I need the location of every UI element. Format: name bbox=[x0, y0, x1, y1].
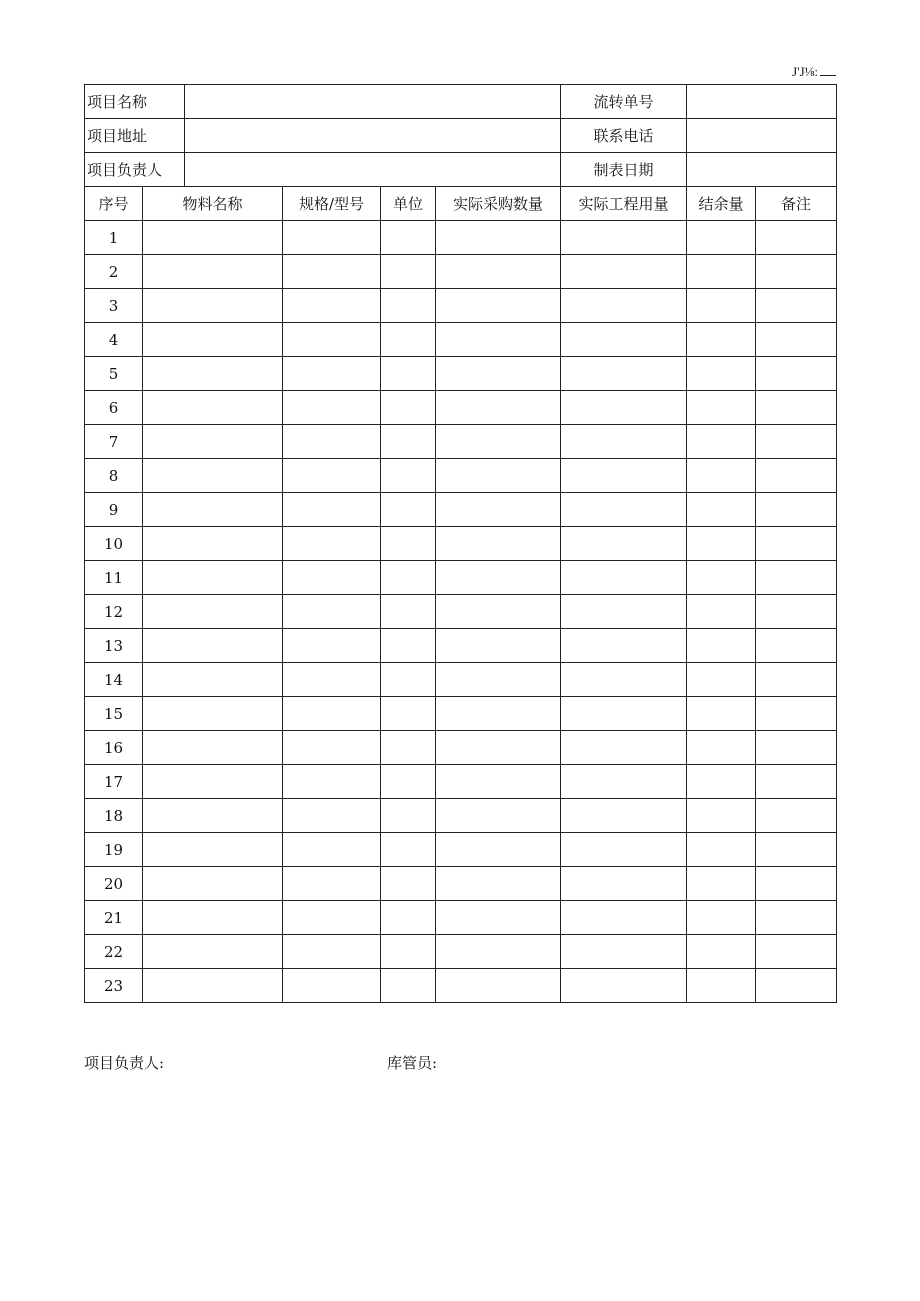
row-number: 22 bbox=[85, 935, 143, 969]
row-number: 19 bbox=[85, 833, 143, 867]
table-row bbox=[85, 765, 837, 799]
table-row bbox=[85, 901, 837, 935]
table-cell[interactable] bbox=[381, 799, 436, 833]
column-header: 备注 bbox=[756, 187, 837, 221]
table-cell[interactable] bbox=[143, 731, 283, 765]
table-cell[interactable] bbox=[143, 867, 283, 901]
table-cell[interactable] bbox=[381, 459, 436, 493]
info-value-field[interactable] bbox=[185, 153, 561, 187]
table-cell[interactable] bbox=[687, 493, 756, 527]
info-value-field[interactable] bbox=[687, 119, 837, 153]
table-cell[interactable] bbox=[756, 391, 837, 425]
table-cell[interactable] bbox=[436, 493, 561, 527]
table-cell[interactable] bbox=[381, 425, 436, 459]
table-cell[interactable] bbox=[143, 901, 283, 935]
table-cell[interactable] bbox=[687, 391, 756, 425]
info-label: 联系电话 bbox=[561, 119, 687, 153]
info-value-field[interactable] bbox=[185, 85, 561, 119]
table-cell[interactable] bbox=[381, 935, 436, 969]
table-cell[interactable] bbox=[756, 323, 837, 357]
table-cell[interactable] bbox=[436, 391, 561, 425]
table-cell[interactable] bbox=[381, 493, 436, 527]
table-cell[interactable] bbox=[756, 935, 837, 969]
table-cell[interactable] bbox=[143, 289, 283, 323]
table-cell[interactable] bbox=[143, 697, 283, 731]
table-cell[interactable] bbox=[381, 595, 436, 629]
info-row bbox=[85, 153, 837, 187]
table-cell[interactable] bbox=[687, 425, 756, 459]
table-cell[interactable] bbox=[561, 255, 687, 289]
info-label: 项目负责人 bbox=[85, 153, 185, 187]
table-cell[interactable] bbox=[561, 731, 687, 765]
table-row bbox=[85, 527, 837, 561]
table-cell[interactable] bbox=[561, 799, 687, 833]
table-cell[interactable] bbox=[687, 833, 756, 867]
row-number: 5 bbox=[85, 357, 143, 391]
table-cell[interactable] bbox=[436, 969, 561, 1003]
column-header: 规格/型号 bbox=[283, 187, 381, 221]
table-cell[interactable] bbox=[381, 969, 436, 1003]
info-row bbox=[85, 119, 837, 153]
row-number: 10 bbox=[85, 527, 143, 561]
column-header: 物料名称 bbox=[143, 187, 283, 221]
table-cell[interactable] bbox=[143, 527, 283, 561]
form-number-note bbox=[770, 64, 836, 80]
table-cell[interactable] bbox=[561, 697, 687, 731]
table-cell[interactable] bbox=[143, 561, 283, 595]
info-value-field[interactable] bbox=[687, 85, 837, 119]
table-cell[interactable] bbox=[756, 765, 837, 799]
table-cell[interactable] bbox=[436, 255, 561, 289]
table-cell[interactable] bbox=[381, 391, 436, 425]
table-row bbox=[85, 867, 837, 901]
form-number-label: J'J⅛: bbox=[792, 64, 818, 79]
table-cell[interactable] bbox=[436, 935, 561, 969]
column-header-row bbox=[85, 187, 837, 221]
table-cell[interactable] bbox=[561, 969, 687, 1003]
table-cell[interactable] bbox=[687, 901, 756, 935]
table-cell[interactable] bbox=[283, 969, 381, 1003]
table-cell[interactable] bbox=[436, 799, 561, 833]
table-cell[interactable] bbox=[436, 901, 561, 935]
table-cell[interactable] bbox=[143, 935, 283, 969]
table-cell[interactable] bbox=[561, 493, 687, 527]
info-row bbox=[85, 85, 837, 119]
table-cell[interactable] bbox=[756, 425, 837, 459]
table-cell[interactable] bbox=[143, 765, 283, 799]
table-row bbox=[85, 459, 837, 493]
column-header: 实际采购数量 bbox=[436, 187, 561, 221]
table-cell[interactable] bbox=[143, 357, 283, 391]
table-cell[interactable] bbox=[687, 595, 756, 629]
table-row bbox=[85, 697, 837, 731]
table-row bbox=[85, 799, 837, 833]
table-cell[interactable] bbox=[143, 391, 283, 425]
table-cell[interactable] bbox=[756, 357, 837, 391]
table-cell[interactable] bbox=[283, 629, 381, 663]
table-cell[interactable] bbox=[687, 561, 756, 595]
info-label: 项目地址 bbox=[85, 119, 185, 153]
table-cell[interactable] bbox=[283, 663, 381, 697]
column-header: 单位 bbox=[381, 187, 436, 221]
table-cell[interactable] bbox=[436, 289, 561, 323]
table-cell[interactable] bbox=[561, 867, 687, 901]
table-cell[interactable] bbox=[283, 459, 381, 493]
table-cell[interactable] bbox=[756, 289, 837, 323]
table-cell[interactable] bbox=[436, 357, 561, 391]
table-cell[interactable] bbox=[283, 731, 381, 765]
table-row bbox=[85, 255, 837, 289]
table-cell[interactable] bbox=[687, 289, 756, 323]
table-cell[interactable] bbox=[756, 629, 837, 663]
info-label: 项目名称 bbox=[85, 85, 185, 119]
table-cell[interactable] bbox=[283, 901, 381, 935]
table-cell[interactable] bbox=[561, 391, 687, 425]
row-number: 9 bbox=[85, 493, 143, 527]
table-cell[interactable] bbox=[436, 527, 561, 561]
table-cell[interactable] bbox=[756, 969, 837, 1003]
table-cell[interactable] bbox=[687, 357, 756, 391]
table-cell[interactable] bbox=[756, 561, 837, 595]
table-cell[interactable] bbox=[561, 323, 687, 357]
row-number: 6 bbox=[85, 391, 143, 425]
table-row bbox=[85, 969, 837, 1003]
table-cell[interactable] bbox=[687, 969, 756, 1003]
info-value-field[interactable] bbox=[687, 153, 837, 187]
table-cell[interactable] bbox=[381, 255, 436, 289]
table-cell[interactable] bbox=[756, 527, 837, 561]
table-cell[interactable] bbox=[561, 221, 687, 255]
table-cell[interactable] bbox=[756, 867, 837, 901]
table-cell[interactable] bbox=[283, 697, 381, 731]
table-cell[interactable] bbox=[561, 901, 687, 935]
table-cell[interactable] bbox=[561, 357, 687, 391]
table-cell[interactable] bbox=[687, 629, 756, 663]
row-number: 18 bbox=[85, 799, 143, 833]
row-number: 3 bbox=[85, 289, 143, 323]
table-cell[interactable] bbox=[283, 867, 381, 901]
table-cell[interactable] bbox=[143, 799, 283, 833]
table-cell[interactable] bbox=[561, 595, 687, 629]
table-cell[interactable] bbox=[756, 901, 837, 935]
row-number: 23 bbox=[85, 969, 143, 1003]
table-cell[interactable] bbox=[143, 629, 283, 663]
table-cell[interactable] bbox=[436, 425, 561, 459]
table-cell[interactable] bbox=[687, 867, 756, 901]
table-cell[interactable] bbox=[436, 765, 561, 799]
table-cell[interactable] bbox=[143, 595, 283, 629]
table-cell[interactable] bbox=[756, 663, 837, 697]
table-cell[interactable] bbox=[436, 459, 561, 493]
row-number: 12 bbox=[85, 595, 143, 629]
table-cell[interactable] bbox=[687, 697, 756, 731]
table-cell[interactable] bbox=[756, 833, 837, 867]
table-cell[interactable] bbox=[283, 935, 381, 969]
table-cell[interactable] bbox=[143, 493, 283, 527]
info-value-field[interactable] bbox=[185, 119, 561, 153]
table-cell[interactable] bbox=[561, 425, 687, 459]
table-cell[interactable] bbox=[381, 765, 436, 799]
table-cell[interactable] bbox=[381, 663, 436, 697]
row-number: 16 bbox=[85, 731, 143, 765]
table-cell[interactable] bbox=[283, 425, 381, 459]
table-row bbox=[85, 629, 837, 663]
table-cell[interactable] bbox=[687, 799, 756, 833]
table-row bbox=[85, 663, 837, 697]
table-cell[interactable] bbox=[756, 255, 837, 289]
row-number: 8 bbox=[85, 459, 143, 493]
table-cell[interactable] bbox=[283, 289, 381, 323]
row-number: 7 bbox=[85, 425, 143, 459]
table-cell[interactable] bbox=[381, 221, 436, 255]
table-cell[interactable] bbox=[283, 323, 381, 357]
table-cell[interactable] bbox=[283, 765, 381, 799]
table-row bbox=[85, 425, 837, 459]
table-cell[interactable] bbox=[561, 935, 687, 969]
row-number: 4 bbox=[85, 323, 143, 357]
table-row bbox=[85, 221, 837, 255]
row-number: 1 bbox=[85, 221, 143, 255]
row-number: 11 bbox=[85, 561, 143, 595]
table-cell[interactable] bbox=[283, 255, 381, 289]
table-cell[interactable] bbox=[381, 527, 436, 561]
table-row bbox=[85, 493, 837, 527]
table-cell[interactable] bbox=[436, 663, 561, 697]
table-cell[interactable] bbox=[687, 765, 756, 799]
table-cell[interactable] bbox=[436, 833, 561, 867]
column-header: 实际工程用量 bbox=[561, 187, 687, 221]
table-cell[interactable] bbox=[756, 697, 837, 731]
project-manager-signature-label: 项目负责人: bbox=[84, 1054, 165, 1072]
table-cell[interactable] bbox=[756, 459, 837, 493]
table-cell[interactable] bbox=[436, 731, 561, 765]
table-cell[interactable] bbox=[381, 289, 436, 323]
table-cell[interactable] bbox=[436, 867, 561, 901]
table-row bbox=[85, 391, 837, 425]
material-usage-table bbox=[84, 84, 837, 1003]
table-cell[interactable] bbox=[381, 323, 436, 357]
table-cell[interactable] bbox=[687, 323, 756, 357]
table-cell[interactable] bbox=[756, 799, 837, 833]
table-cell[interactable] bbox=[143, 833, 283, 867]
table-cell[interactable] bbox=[687, 731, 756, 765]
table-cell[interactable] bbox=[756, 221, 837, 255]
table-cell[interactable] bbox=[561, 629, 687, 663]
row-number: 2 bbox=[85, 255, 143, 289]
table-cell[interactable] bbox=[283, 833, 381, 867]
table-cell[interactable] bbox=[283, 561, 381, 595]
table-row bbox=[85, 357, 837, 391]
column-header: 结余量 bbox=[687, 187, 756, 221]
table-cell[interactable] bbox=[436, 561, 561, 595]
table-cell[interactable] bbox=[381, 731, 436, 765]
form-number-blank[interactable] bbox=[820, 65, 836, 76]
table-cell[interactable] bbox=[381, 833, 436, 867]
table-cell[interactable] bbox=[143, 425, 283, 459]
table-cell[interactable] bbox=[436, 323, 561, 357]
table-cell[interactable] bbox=[687, 935, 756, 969]
table-cell[interactable] bbox=[143, 255, 283, 289]
table-cell[interactable] bbox=[381, 561, 436, 595]
table-cell[interactable] bbox=[143, 221, 283, 255]
table-cell[interactable] bbox=[143, 969, 283, 1003]
table-cell[interactable] bbox=[687, 527, 756, 561]
table-cell[interactable] bbox=[687, 663, 756, 697]
row-number: 20 bbox=[85, 867, 143, 901]
table-cell[interactable] bbox=[283, 221, 381, 255]
table-cell[interactable] bbox=[143, 323, 283, 357]
table-cell[interactable] bbox=[687, 221, 756, 255]
row-number: 15 bbox=[85, 697, 143, 731]
table-cell[interactable] bbox=[381, 867, 436, 901]
info-label: 流转单号 bbox=[561, 85, 687, 119]
table-cell[interactable] bbox=[283, 391, 381, 425]
warehouse-keeper-signature-label: 库管员: bbox=[387, 1054, 438, 1072]
info-label: 制表日期 bbox=[561, 153, 687, 187]
table-row bbox=[85, 935, 837, 969]
row-number: 21 bbox=[85, 901, 143, 935]
table-cell[interactable] bbox=[436, 697, 561, 731]
table-cell[interactable] bbox=[436, 629, 561, 663]
table-cell[interactable] bbox=[283, 493, 381, 527]
table-cell[interactable] bbox=[561, 833, 687, 867]
table-cell[interactable] bbox=[283, 799, 381, 833]
table-row bbox=[85, 561, 837, 595]
table-cell[interactable] bbox=[561, 527, 687, 561]
table-row bbox=[85, 833, 837, 867]
table-cell[interactable] bbox=[756, 595, 837, 629]
table-cell[interactable] bbox=[561, 459, 687, 493]
column-header: 序号 bbox=[85, 187, 143, 221]
table-cell[interactable] bbox=[561, 663, 687, 697]
table-cell[interactable] bbox=[381, 357, 436, 391]
table-cell[interactable] bbox=[283, 527, 381, 561]
table-row bbox=[85, 731, 837, 765]
table-cell[interactable] bbox=[436, 221, 561, 255]
table-row bbox=[85, 595, 837, 629]
table-cell[interactable] bbox=[381, 629, 436, 663]
table-cell[interactable] bbox=[756, 493, 837, 527]
table-cell[interactable] bbox=[756, 731, 837, 765]
table-cell[interactable] bbox=[381, 697, 436, 731]
row-number: 17 bbox=[85, 765, 143, 799]
table-cell[interactable] bbox=[283, 595, 381, 629]
row-number: 14 bbox=[85, 663, 143, 697]
table-cell[interactable] bbox=[436, 595, 561, 629]
table-cell[interactable] bbox=[143, 459, 283, 493]
table-cell[interactable] bbox=[283, 357, 381, 391]
table-cell[interactable] bbox=[561, 765, 687, 799]
row-number: 13 bbox=[85, 629, 143, 663]
table-cell[interactable] bbox=[561, 561, 687, 595]
table-row bbox=[85, 323, 837, 357]
table-cell[interactable] bbox=[687, 255, 756, 289]
table-cell[interactable] bbox=[687, 459, 756, 493]
table-cell[interactable] bbox=[143, 663, 283, 697]
table-cell[interactable] bbox=[561, 289, 687, 323]
table-cell[interactable] bbox=[381, 901, 436, 935]
table-row bbox=[85, 289, 837, 323]
